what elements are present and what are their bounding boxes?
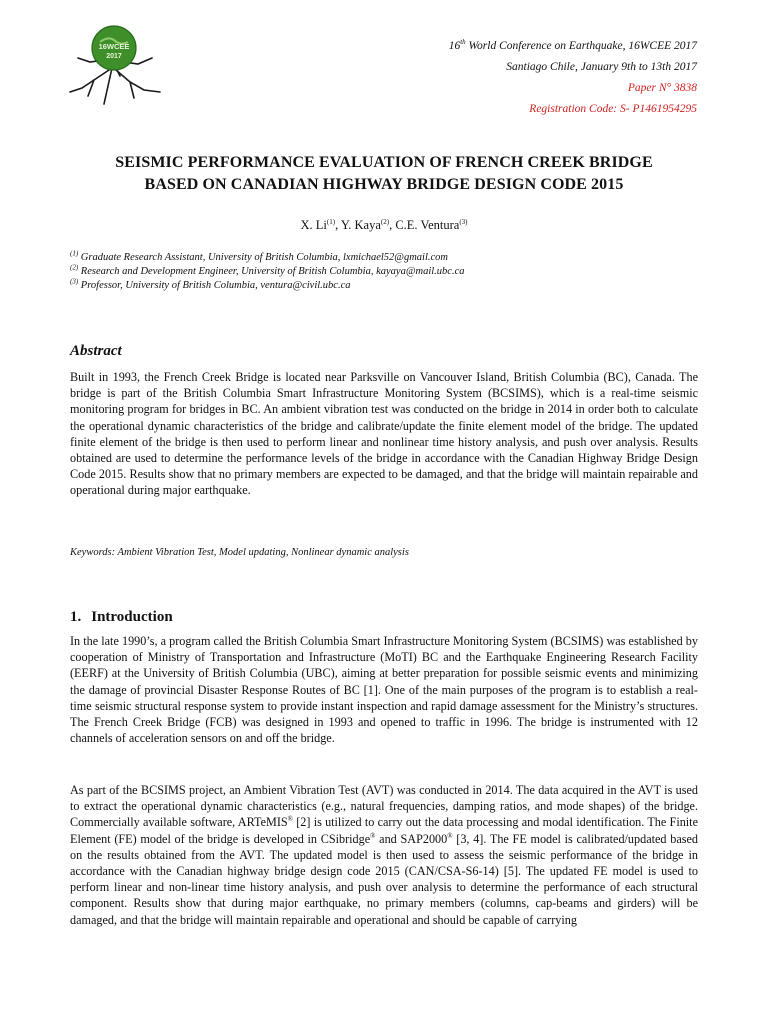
svg-text:2017: 2017 (106, 53, 122, 60)
conference-name: 16th World Conference on Earthquake, 16WCEE 2017 (448, 38, 697, 52)
paper-title-line-1: SEISMIC PERFORMANCE EVALUATION OF FRENCH CREEK BRIDGE (115, 154, 653, 171)
affiliation-list (70, 251, 464, 293)
abstract-text: Built in 1993, the French Creek Bridge is located near Parksville on Vancouver Island, British Columbia (BC), Canada. The bridge is part of the British Columbia Smart Infrastructure Monitoring System (BCSIMS), which is a real-time seismic monitoring program for bridges in BC. An ambient vibration test was conducted on the bridge in 2014 in order both to calculate the operational dynamic characteristics of the bridge and calibrate/update the finite element model of the bridge. The updated finite element of the bridge is then used to perform linear and nonlinear time history analysis, and push over analysis. Results obtained are used to determine the performance levels of the bridge in accordance with the Canadian Highway Bridge Design Code 2015. Results show that no primary members are expected to be damaged, and that the bridge will maintain repairable and operational during major earthquake. (70, 370, 698, 498)
conference-location-date: Santiago Chile, January 9th to 13th 2017 (506, 61, 697, 73)
author-name: C.E. Ventura (395, 218, 460, 232)
conference-header (449, 36, 697, 120)
section-heading-introduction: 1. Introduction (70, 609, 173, 625)
author-name: X. Li (300, 218, 327, 232)
author-list: X. Li$^{(1)}$, Y. Kaya$^{(2)}$, C.E. Ventura$^{(3)}$ (300, 217, 468, 232)
intro-paragraph-2: As part of the BCSIMS project, an Ambient Vibration Test (AVT) was conducted in 2014. The data acquired in the AVT is used to extract the operational dynamic characteristics (e.g., natural frequencies, damping ratios, and mode shapes) of the bridge. Commercially available software, ARTeMIS® [2] is utilized to carry out the data processing and modal identification. The Finite Element (FE) model of the bridge is developed in CSibridge® and SAP2000® [3, 4]. The FE model is calibrated/updated based on the results obtained from the AVT. The updated model is then used to assess the seismic performance of the bridge in accordance with the Canadian highway bridge design code 2015 (CAN/CSA-S6-14) [5]. The updated FE model is used to perform linear and non-linear time history analysis, and push over analysis to determine the performance of each structural component. Results show that during major earthquake, no primary members (columns, cap-beams and girders) will be damaged, and that the bridge will maintain repairable and operational and should be capable of carrying (70, 783, 698, 927)
abstract-heading: Abstract (70, 343, 122, 359)
affiliation-item: $^{(2)}$ Research and Development Engineer, University of British Columbia, kayaya@mail.ubc.ca (70, 263, 465, 277)
conference-logo (64, 18, 164, 108)
cracked-globe-logo-icon (64, 18, 164, 108)
affiliation-item: $^{(3)}$ Professor, University of British Columbia, ventura@civil.ubc.ca (70, 277, 351, 291)
paper-title (0, 152, 768, 196)
intro-paragraph-1: In the late 1990’s, a program called the British Columbia Smart Infrastructure Monitoring System (BCSIMS) was established by cooperation of Ministry of Transportation and Infrastructure (MoTI) BC and the Earthquake Engineering Research Facility (EERF) at the University of British Columbia (UBC), aiming at better preparation for possible seismic events and minimizing the damage of provincial Disaster Response Routes of BC [1]. One of the main purposes of the program is to establish a real-time seismic structural response system to provide instant inspection and rapid damage assessment for the Ministry’s structures. The French Creek Bridge (FCB) was designed in 1993 and opened to traffic in 1996. The bridge is instrumented with 12 channels of acceleration sensors on and off the bridge. (70, 634, 698, 746)
keywords: Keywords: Ambient Vibration Test, Model updating, Nonlinear dynamic analysis (70, 547, 409, 558)
author-name: Y. Kaya (340, 218, 381, 232)
paper-number: Paper N° 3838 (627, 82, 697, 94)
affiliation-item: $^{(1)}$ Graduate Research Assistant, University of British Columbia, lxmichael52@gmail.com (70, 249, 449, 263)
svg-text:16WCEE: 16WCEE (98, 42, 130, 51)
paper-title-line-2: BASED ON CANADIAN HIGHWAY BRIDGE DESIGN CODE 2015 (144, 176, 624, 193)
registration-code: Registration Code: S- P1461954295 (529, 103, 697, 115)
